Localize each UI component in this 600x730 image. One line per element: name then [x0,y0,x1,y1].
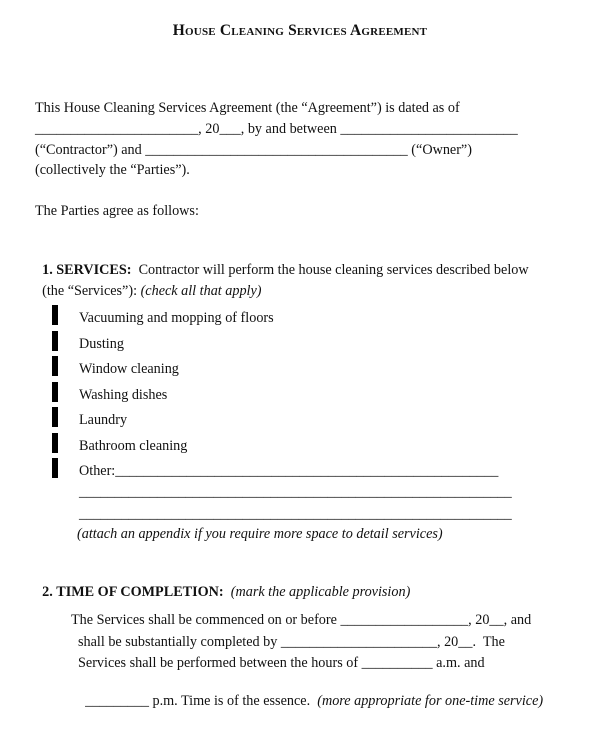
agree-text: The Parties agree as follows: [35,203,199,219]
document-title: House Cleaning Services Agreement [172,22,428,39]
intro-line-4: (collectively the “Parties”). [35,162,190,178]
service-option-other[interactable]: Other:______________________________________________________ [79,463,499,479]
section-2-title: TIME OF COMPLETION: [56,584,224,600]
section-2-line-2: shall be substantially completed by ______________________, 20__. The [78,634,505,650]
service-option-bathroom: Bathroom cleaning [79,438,188,454]
service-option-vacuuming: Vacuuming and mopping of floors [79,310,274,326]
section-2-number: 2. [42,584,53,600]
other-blank-line-2[interactable]: _____________________________________________________________ [79,506,512,522]
intro-line-3: (“Contractor”) and _____________________________________ (“Owner”) [35,142,472,158]
section-2-line-3: Services shall be performed between the hours of __________ a.m. and [78,655,485,671]
checkbox-mark[interactable] [52,305,58,325]
section-2-heading-line [35,567,410,601]
checkbox-mark[interactable] [52,407,58,427]
intro-line-1: This House Cleaning Services Agreement (the “Agreement”) is dated as of [35,100,460,116]
section-1-line-2 [35,266,262,300]
section-2-line-4-note: (more appropriate for one-time service) [317,693,544,709]
section-2-line-4 [78,676,543,710]
service-option-laundry: Laundry [79,412,128,428]
section-1-number: 1. [42,262,53,278]
section-2-line-1: The Services shall be commenced on or before __________________, 20__, and [71,612,532,628]
checkbox-mark[interactable] [52,356,58,376]
checkbox-mark[interactable] [52,433,58,453]
service-option-window-cleaning: Window cleaning [79,361,179,377]
section-1-note: (check all that apply) [140,283,262,299]
other-blank-line-1[interactable]: _____________________________________________________________ [79,484,512,500]
section-1-title: SERVICES: [56,262,132,278]
section-1-text: Contractor will perform the house cleaning services described below [138,262,529,278]
checkbox-mark[interactable] [52,331,58,351]
service-option-washing-dishes: Washing dishes [79,387,168,403]
service-option-dusting: Dusting [79,336,124,352]
checkbox-mark[interactable] [52,458,58,478]
section-2-line-4-text: _________ p.m. Time is of the essence. [85,693,311,709]
checkbox-mark[interactable] [52,382,58,402]
appendix-note: (attach an appendix if you require more space to detail services) [77,526,443,542]
section-1-text-2: (the “Services”): [42,283,138,299]
section-2-note: (mark the applicable provision) [230,584,411,600]
intro-line-2: _______________________, 20___, by and between _________________________ [35,121,518,137]
